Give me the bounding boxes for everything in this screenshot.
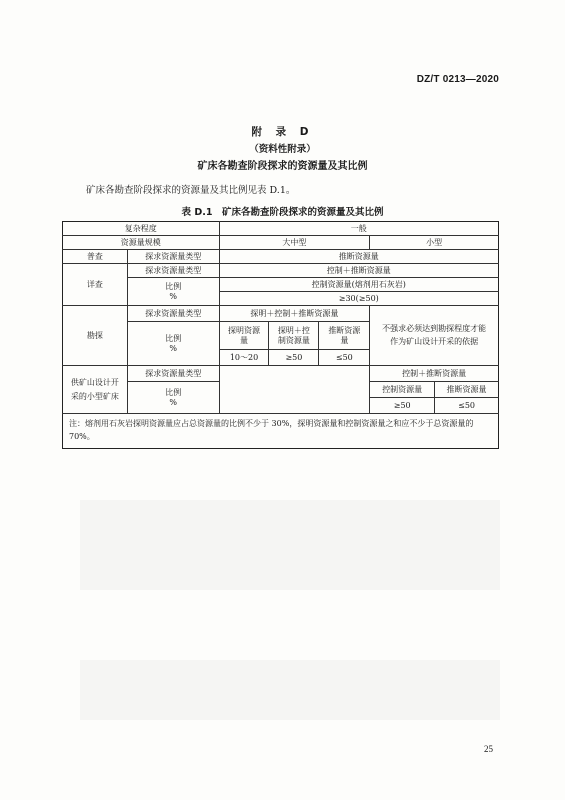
ratio-label-cell [127,278,219,306]
resource-type-label: 探求资源量类型 [127,250,219,264]
ratio-unit: % [169,291,177,301]
stage-survey: 普查 [63,250,128,264]
ratio-label: 比例 [165,387,182,397]
ratio-label: 比例 [165,333,182,343]
appendix-main-title: 矿床各勘查阶段探求的资源量及其比例 [197,161,368,172]
stage-mine-design [63,366,128,414]
table-caption: 表 D.1 矿床各勘查阶段探求的资源量及其比例 [181,207,384,218]
intro-paragraph: 矿床各勘查阶段探求的资源量及其比例见表 D.1。 [86,185,296,196]
col-inferred-res: 推断资源量 [435,382,499,398]
ratio-label-cell [127,322,219,366]
stage-mine-design-text: 供矿山设计开采的小型矿床 [70,377,119,401]
detail-indicated-flux: 控制资源量(熔剂用石灰岩) [219,278,498,292]
complexity-label: 复杂程度 [63,222,220,236]
ratio-measured-indicated: ≥50 [269,350,319,366]
resource-ratio-table [62,221,499,449]
ratio-unit: % [169,397,177,407]
stage-detail: 详查 [63,264,128,306]
ratio-unit: % [169,343,177,353]
scale-small: 小型 [370,236,499,250]
bleed-through-area [80,660,500,720]
complexity-value: 一般 [219,222,498,236]
ratio-measured: 10～20 [219,350,269,366]
detail-ratio-value: ≥30(≥50) [219,292,498,306]
small-scale-note [370,306,499,366]
stage-explore: 勘探 [63,306,128,366]
mine-ratio-inferred: ≤50 [435,398,499,414]
ratio-label-cell [127,382,219,414]
resource-type-label: 探求资源量类型 [127,264,219,278]
bleed-through-area [80,500,500,590]
explore-type-value: 探明＋控制＋推断资源量 [219,306,370,322]
standard-code: DZ/T 0213—2020 [416,74,499,85]
scale-large: 大中型 [219,236,370,250]
ratio-label: 比例 [165,281,182,291]
mine-type-value: 控制＋推断资源量 [370,366,499,382]
resource-type-label: 探求资源量类型 [127,366,219,382]
appendix-subtitle: （资料性附录） [249,144,316,155]
col-measured-indicated: 探明＋控制资源量 [269,322,319,350]
table-note: 注：熔剂用石灰岩探明资源量应占总资源量的比例不少于 30%，探明资源量和控制资源量之和应不少于总资源量的 70%。 [63,414,499,449]
col-inferred: 推断资源量 [319,322,370,350]
col-indicated: 控制资源量 [370,382,435,398]
survey-type-value: 推断资源量 [219,250,498,264]
page-number: 25 [484,744,493,754]
empty-cell [219,366,370,414]
mine-ratio-indicated: ≥50 [370,398,435,414]
resource-type-label: 探求资源量类型 [127,306,219,322]
detail-type-value: 控制＋推断资源量 [219,264,498,278]
scale-label: 资源量规模 [63,236,220,250]
appendix-title: 附 录 D [251,126,314,138]
small-scale-note-text: 不强求必须达到勘探程度才能作为矿山设计开采的依据 [382,323,487,346]
ratio-inferred: ≤50 [319,350,370,366]
col-measured: 探明资源量 [219,322,269,350]
